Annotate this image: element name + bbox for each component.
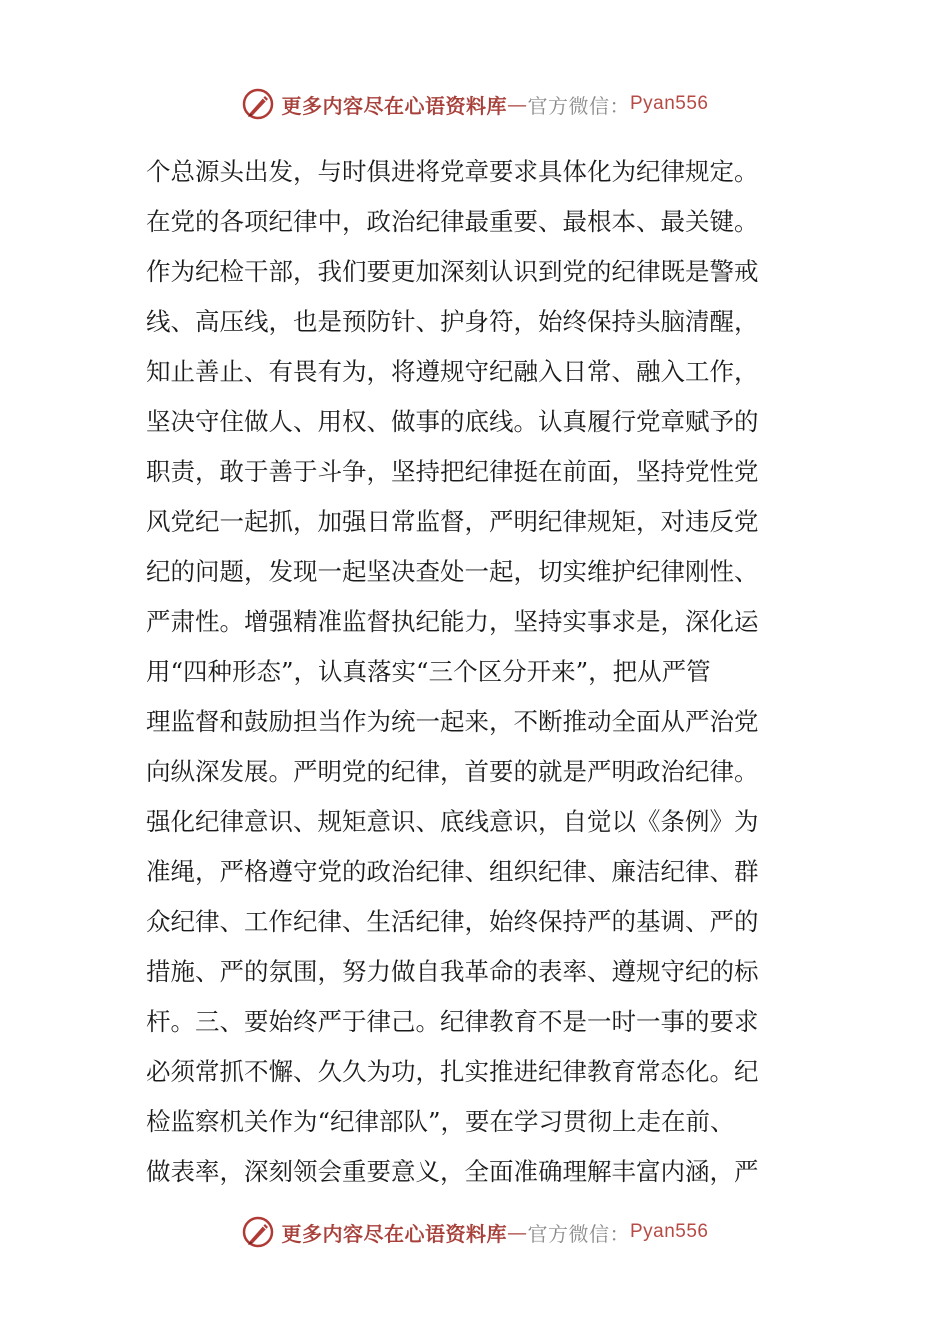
footer-wechat-id: Pyan556 <box>629 1221 709 1242</box>
body-line: 准绳，严格遵守党的政治纪律、组织纪律、廉洁纪律、群 <box>146 857 759 886</box>
footer-site-text: 更多内容尽在心语资料库 <box>281 1221 507 1246</box>
body-line: 众纪律、工作纪律、生活纪律，始终保持严的基调、严的 <box>146 907 759 936</box>
body-line: 风党纪一起抓，加强日常监督，严明纪律规矩，对违反党 <box>146 507 759 536</box>
body-line: 坚决守住做人、用权、做事的底线。认真履行党章赋予的 <box>146 407 759 436</box>
header-dash: — <box>506 92 528 116</box>
body-line: 职责，敢于善于斗争，坚持把纪律挺在前面，坚持党性党 <box>146 457 759 486</box>
footer-text <box>281 1218 708 1247</box>
header-wechat-id: Pyan556 <box>629 93 709 114</box>
body-line: 做表率，深刻领会重要意义，全面准确理解丰富内涵，严 <box>146 1157 759 1186</box>
body-line: 向纵深发展。严明党的纪律，首要的就是严明政治纪律。 <box>146 757 759 786</box>
body-line: 线、高压线，也是预防针、护身符，始终保持头脑清醒， <box>146 307 759 336</box>
body-line: 检监察机关作为“纪律部队”，要在学习贯彻上走在前、 <box>146 1107 735 1136</box>
footer-banner <box>0 1212 950 1252</box>
body-line: 知止善止、有畏有为，将遵规守纪融入日常、融入工作， <box>146 357 759 386</box>
footer-dash: — <box>506 1220 528 1244</box>
pen-logo-icon <box>241 87 275 121</box>
body-line: 在党的各项纪律中，政治纪律最重要、最根本、最关键。 <box>146 207 759 236</box>
footer-wechat-label: 官方微信： <box>527 1221 630 1246</box>
body-line: 用“四种形态”，认真落实“三个区分开来”，把从严管 <box>146 657 711 686</box>
header-wechat-label: 官方微信： <box>527 93 630 118</box>
body-line: 措施、严的氛围，努力做自我革命的表率、遵规守纪的标 <box>146 957 759 986</box>
body-line: 作为纪检干部，我们要更加深刻认识到党的纪律既是警戒 <box>146 257 759 286</box>
pen-logo-icon <box>241 1215 275 1249</box>
body-line: 个总源头出发，与时俱进将党章要求具体化为纪律规定。 <box>146 157 759 186</box>
header-site-text: 更多内容尽在心语资料库 <box>281 93 507 118</box>
body-line: 严肃性。增强精准监督执纪能力，坚持实事求是，深化运 <box>146 607 759 636</box>
body-line: 杆。三、要始终严于律己。纪律教育不是一时一事的要求 <box>146 1007 759 1036</box>
header-banner <box>0 84 950 124</box>
body-line: 必须常抓不懈、久久为功，扎实推进纪律教育常态化。纪 <box>146 1057 759 1086</box>
body-line: 强化纪律意识、规矩意识、底线意识，自觉以《条例》为 <box>146 807 759 836</box>
header-text <box>281 90 708 119</box>
body-line: 理监督和鼓励担当作为统一起来，不断推动全面从严治党 <box>146 707 759 736</box>
body-line: 纪的问题，发现一起坚决查处一起，切实维护纪律刚性、 <box>146 557 759 586</box>
